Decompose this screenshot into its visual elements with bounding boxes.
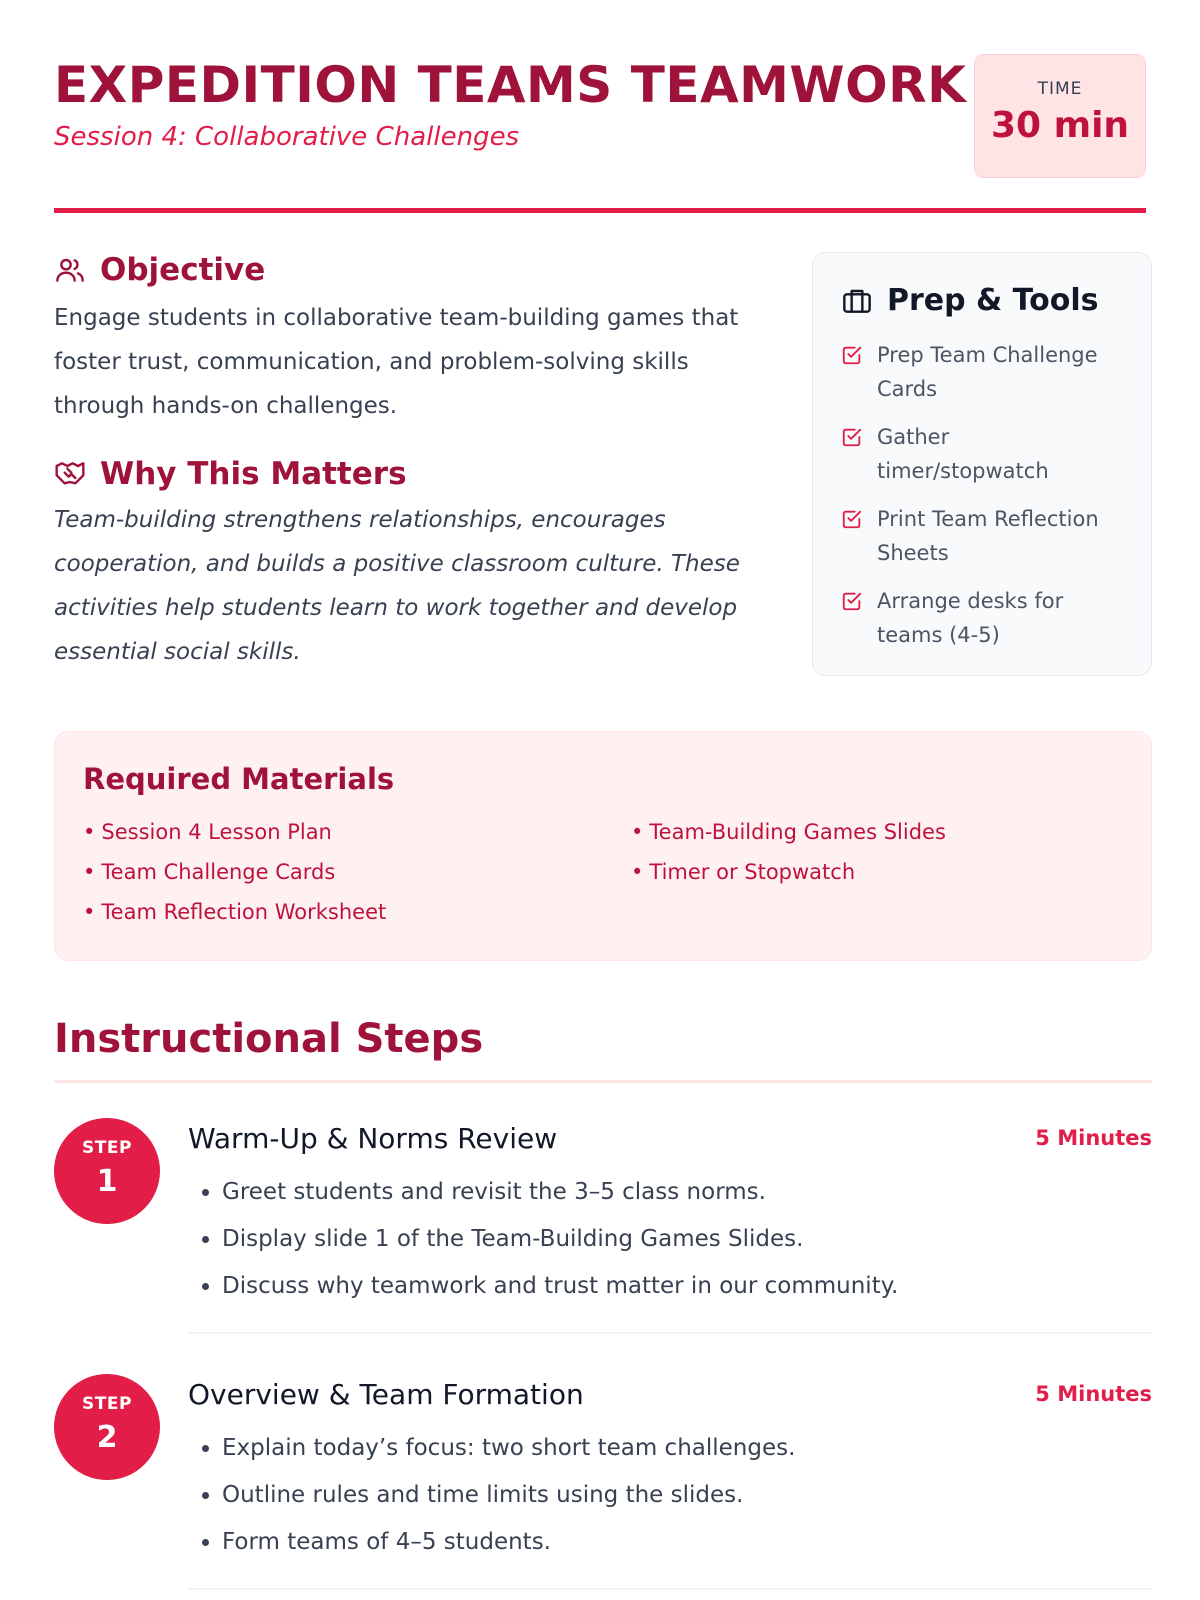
- step-divider: [188, 1332, 1152, 1334]
- prep-list: [841, 338, 1125, 652]
- header: [54, 0, 1146, 213]
- step-duration: 5 Minutes: [1035, 1126, 1152, 1150]
- step-bullet: • Discuss why teamwork and trust matter in our community.: [222, 1263, 1152, 1310]
- why-heading: Why This Matters: [100, 456, 407, 492]
- prep-item-text: Arrange desks for teams (4-5): [877, 589, 1064, 647]
- time-label: TIME: [1037, 79, 1083, 99]
- materials-list: [83, 812, 1123, 932]
- material-item: • Team Reflection Worksheet: [83, 892, 631, 932]
- time-box: [974, 54, 1146, 178]
- prep-item-text: Gather timer/stopwatch: [877, 425, 1049, 483]
- materials-card: [54, 731, 1152, 961]
- step-badge-label: STEP: [82, 1138, 132, 1158]
- prep-heading-row: [841, 283, 1125, 318]
- prep-item: [841, 502, 1125, 570]
- material-item: • Team Challenge Cards: [83, 852, 631, 892]
- step-bullet: • Greet students and revisit the 3–5 class norms.: [222, 1169, 1152, 1216]
- checkbox-icon: [841, 508, 863, 530]
- checkbox-icon: [841, 426, 863, 448]
- prep-heading: Prep & Tools: [887, 283, 1099, 318]
- step-body: [188, 1118, 1152, 1334]
- material-item: • Team-Building Games Slides: [631, 812, 1131, 852]
- prep-card: [812, 252, 1152, 676]
- step-divider: [188, 1588, 1152, 1590]
- time-value: 30 min: [990, 105, 1130, 146]
- step-bullet: • Display slide 1 of the Team-Building Games Slides.: [222, 1216, 1152, 1263]
- step-bullets: [188, 1425, 1152, 1566]
- prep-item: [841, 338, 1125, 406]
- material-item: • Session 4 Lesson Plan: [83, 812, 631, 852]
- why-text: Team-building strengthens relationships, encourages cooperation, and builds a positive classroom culture. These activities help students learn to work together and develop essential social skills.: [54, 507, 740, 665]
- step-badge-number: 1: [96, 1164, 118, 1199]
- objective-section: [54, 252, 774, 674]
- briefcase-icon: [841, 285, 873, 317]
- step-duration: 5 Minutes: [1035, 1382, 1152, 1406]
- step-bullet: • Outline rules and time limits using the slides.: [222, 1472, 1152, 1519]
- checkbox-icon: [841, 590, 863, 612]
- materials-heading: Required Materials: [83, 762, 395, 796]
- step-badge-label: STEP: [82, 1394, 132, 1414]
- steps-divider: [54, 1080, 1152, 1083]
- materials-column-right: [631, 812, 1131, 932]
- step-title: Warm-Up & Norms Review: [188, 1122, 558, 1155]
- step-body: [188, 1374, 1152, 1590]
- objective-text: Engage students in collaborative team-building games that foster trust, communication, and problem-solving skills through hands-on challenges.: [54, 305, 739, 419]
- step-title: Overview & Team Formation: [188, 1378, 584, 1411]
- prep-item-text: Print Team Reflection Sheets: [877, 507, 1099, 565]
- step-badge: [54, 1118, 160, 1224]
- objective-heading: Objective: [100, 252, 266, 288]
- prep-item-text: Prep Team Challenge Cards: [877, 343, 1098, 401]
- materials-column-left: [83, 812, 631, 932]
- step-bullets: [188, 1169, 1152, 1310]
- step-badge: [54, 1374, 160, 1480]
- handshake-icon: [54, 458, 86, 490]
- prep-item: [841, 420, 1125, 488]
- step-bullet: • Explain today’s focus: two short team challenges.: [222, 1425, 1152, 1472]
- checkbox-icon: [841, 344, 863, 366]
- page-subtitle: Session 4: Collaborative Challenges: [54, 122, 520, 152]
- step-bullet: • Form teams of 4–5 students.: [222, 1519, 1152, 1566]
- users-icon: [54, 254, 86, 286]
- prep-item: [841, 584, 1125, 652]
- why-heading-row: [54, 456, 774, 492]
- objective-heading-row: [54, 252, 774, 288]
- step-badge-number: 2: [96, 1420, 118, 1455]
- page-title: EXPEDITION TEAMS TEAMWORK: [54, 56, 967, 114]
- material-item: • Timer or Stopwatch: [631, 852, 1131, 892]
- steps-heading: Instructional Steps: [54, 1016, 484, 1062]
